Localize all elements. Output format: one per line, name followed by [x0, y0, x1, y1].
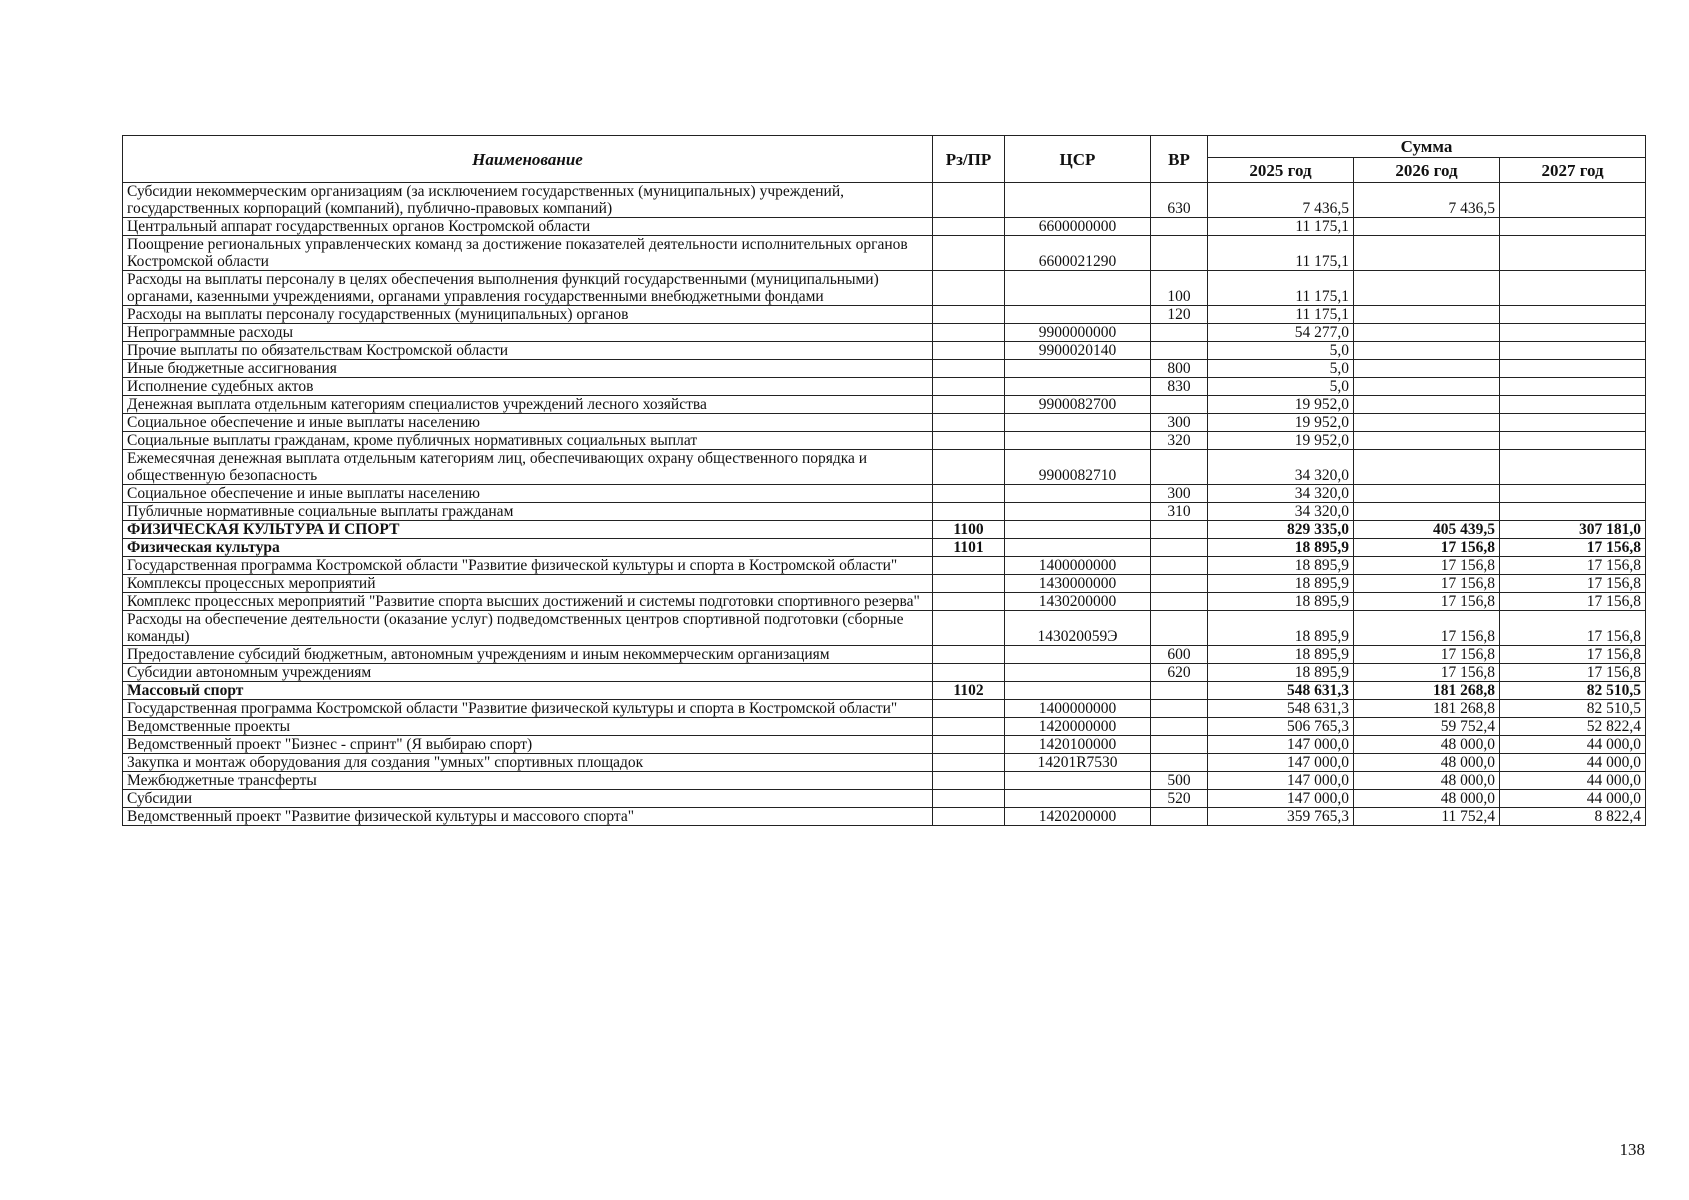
cell-2026: 48 000,0 — [1354, 790, 1500, 808]
cell-vr — [1151, 754, 1208, 772]
cell-2025: 548 631,3 — [1208, 682, 1354, 700]
cell-2025: 11 175,1 — [1208, 271, 1354, 306]
table-row — [123, 218, 1646, 236]
cell-vr — [1151, 450, 1208, 485]
table-row — [123, 718, 1646, 736]
cell-2025: 147 000,0 — [1208, 754, 1354, 772]
cell-2025: 829 335,0 — [1208, 521, 1354, 539]
cell-rz — [933, 718, 1005, 736]
cell-2026 — [1354, 218, 1500, 236]
cell-vr: 300 — [1151, 414, 1208, 432]
cell-2026: 17 156,8 — [1354, 557, 1500, 575]
cell-rz — [933, 754, 1005, 772]
cell-vr: 500 — [1151, 772, 1208, 790]
cell-2027: 44 000,0 — [1500, 736, 1646, 754]
header-rz: Рз/ПР — [933, 136, 1005, 183]
cell-2026: 17 156,8 — [1354, 539, 1500, 557]
table-row — [123, 485, 1646, 503]
cell-csr — [1005, 485, 1151, 503]
cell-2026: 11 752,4 — [1354, 808, 1500, 826]
table-row — [123, 450, 1646, 485]
table-row — [123, 183, 1646, 218]
budget-table — [122, 135, 1646, 826]
cell-rz — [933, 808, 1005, 826]
cell-2027 — [1500, 271, 1646, 306]
cell-2025: 18 895,9 — [1208, 611, 1354, 646]
table-row — [123, 503, 1646, 521]
cell-2027: 307 181,0 — [1500, 521, 1646, 539]
cell-rz — [933, 593, 1005, 611]
cell-rz — [933, 271, 1005, 306]
cell-2027: 17 156,8 — [1500, 646, 1646, 664]
cell-2026 — [1354, 396, 1500, 414]
cell-2027 — [1500, 485, 1646, 503]
table-row — [123, 736, 1646, 754]
cell-2027: 44 000,0 — [1500, 754, 1646, 772]
cell-2027 — [1500, 450, 1646, 485]
cell-2026 — [1354, 503, 1500, 521]
cell-2027: 17 156,8 — [1500, 664, 1646, 682]
cell-name: Комплекс процессных мероприятий "Развитие спорта высших достижений и системы подготовки спортивного резерва" — [123, 593, 933, 611]
cell-csr — [1005, 539, 1151, 557]
table-row — [123, 378, 1646, 396]
cell-2025: 18 895,9 — [1208, 646, 1354, 664]
cell-name: ФИЗИЧЕСКАЯ КУЛЬТУРА И СПОРТ — [123, 521, 933, 539]
cell-2027: 17 156,8 — [1500, 557, 1646, 575]
table-row — [123, 539, 1646, 557]
cell-2027 — [1500, 218, 1646, 236]
cell-2025: 147 000,0 — [1208, 772, 1354, 790]
cell-2027: 17 156,8 — [1500, 575, 1646, 593]
cell-csr — [1005, 183, 1151, 218]
cell-vr: 830 — [1151, 378, 1208, 396]
cell-name: Иные бюджетные ассигнования — [123, 360, 933, 378]
cell-csr: 143020059Э — [1005, 611, 1151, 646]
cell-rz — [933, 557, 1005, 575]
table-row — [123, 575, 1646, 593]
cell-name: Расходы на обеспечение деятельности (оказание услуг) подведомственных центров спортивной подготовки (сборные команды) — [123, 611, 933, 646]
cell-csr: 1400000000 — [1005, 700, 1151, 718]
cell-rz — [933, 432, 1005, 450]
cell-2026: 17 156,8 — [1354, 646, 1500, 664]
cell-2027 — [1500, 342, 1646, 360]
cell-name: Субсидии автономным учреждениям — [123, 664, 933, 682]
cell-csr — [1005, 503, 1151, 521]
cell-2027: 52 822,4 — [1500, 718, 1646, 736]
cell-2026: 48 000,0 — [1354, 736, 1500, 754]
cell-2027 — [1500, 378, 1646, 396]
cell-rz — [933, 611, 1005, 646]
cell-csr: 9900082700 — [1005, 396, 1151, 414]
table-header — [123, 136, 1646, 183]
cell-2027 — [1500, 324, 1646, 342]
cell-2025: 19 952,0 — [1208, 414, 1354, 432]
cell-name: Комплексы процессных мероприятий — [123, 575, 933, 593]
cell-vr — [1151, 611, 1208, 646]
cell-rz — [933, 503, 1005, 521]
cell-name: Социальные выплаты гражданам, кроме публичных нормативных социальных выплат — [123, 432, 933, 450]
header-year-2026: 2026 год — [1354, 158, 1500, 183]
cell-name: Государственная программа Костромской области "Развитие физической культуры и спорта в Костромской области" — [123, 557, 933, 575]
cell-name: Межбюджетные трансферты — [123, 772, 933, 790]
cell-csr: 9900000000 — [1005, 324, 1151, 342]
table-row — [123, 664, 1646, 682]
cell-name: Ведомственный проект "Развитие физической культуры и массового спорта" — [123, 808, 933, 826]
cell-2027: 17 156,8 — [1500, 593, 1646, 611]
cell-rz — [933, 772, 1005, 790]
cell-2026 — [1354, 271, 1500, 306]
cell-2027 — [1500, 236, 1646, 271]
cell-2025: 147 000,0 — [1208, 790, 1354, 808]
cell-2025: 7 436,5 — [1208, 183, 1354, 218]
cell-vr — [1151, 718, 1208, 736]
cell-2025: 147 000,0 — [1208, 736, 1354, 754]
cell-rz — [933, 664, 1005, 682]
cell-rz — [933, 414, 1005, 432]
cell-vr — [1151, 218, 1208, 236]
cell-vr: 600 — [1151, 646, 1208, 664]
cell-2026 — [1354, 306, 1500, 324]
cell-name: Денежная выплата отдельным категориям специалистов учреждений лесного хозяйства — [123, 396, 933, 414]
cell-2025: 5,0 — [1208, 342, 1354, 360]
cell-2025: 11 175,1 — [1208, 306, 1354, 324]
table-row — [123, 593, 1646, 611]
table-row — [123, 271, 1646, 306]
table-row — [123, 342, 1646, 360]
cell-name: Закупка и монтаж оборудования для создания "умных" спортивных площадок — [123, 754, 933, 772]
cell-vr — [1151, 736, 1208, 754]
cell-rz: 1101 — [933, 539, 1005, 557]
cell-name: Расходы на выплаты персоналу государственных (муниципальных) органов — [123, 306, 933, 324]
cell-name: Публичные нормативные социальные выплаты гражданам — [123, 503, 933, 521]
table-row — [123, 432, 1646, 450]
cell-2026 — [1354, 414, 1500, 432]
header-year-2025: 2025 год — [1208, 158, 1354, 183]
header-sum: Сумма — [1208, 136, 1646, 158]
header-row-main — [123, 136, 1646, 158]
cell-vr — [1151, 557, 1208, 575]
header-name: Наименование — [123, 136, 933, 183]
cell-2026 — [1354, 432, 1500, 450]
cell-2026 — [1354, 485, 1500, 503]
cell-2025: 18 895,9 — [1208, 557, 1354, 575]
cell-rz — [933, 646, 1005, 664]
cell-rz — [933, 396, 1005, 414]
table-row — [123, 360, 1646, 378]
cell-2026 — [1354, 360, 1500, 378]
cell-name: Государственная программа Костромской области "Развитие физической культуры и спорта в Костромской области" — [123, 700, 933, 718]
cell-2027: 17 156,8 — [1500, 539, 1646, 557]
table-row — [123, 772, 1646, 790]
cell-2026 — [1354, 324, 1500, 342]
cell-2025: 34 320,0 — [1208, 485, 1354, 503]
table-row — [123, 682, 1646, 700]
cell-2025: 11 175,1 — [1208, 236, 1354, 271]
cell-vr — [1151, 539, 1208, 557]
cell-rz — [933, 236, 1005, 271]
cell-2026: 17 156,8 — [1354, 593, 1500, 611]
cell-vr — [1151, 700, 1208, 718]
cell-vr — [1151, 808, 1208, 826]
header-csr: ЦСР — [1005, 136, 1151, 183]
cell-csr: 6600000000 — [1005, 218, 1151, 236]
cell-rz: 1100 — [933, 521, 1005, 539]
cell-name: Предоставление субсидий бюджетным, автономным учреждениям и иным некоммерческим организациям — [123, 646, 933, 664]
cell-2026: 17 156,8 — [1354, 611, 1500, 646]
cell-vr: 630 — [1151, 183, 1208, 218]
cell-2025: 18 895,9 — [1208, 593, 1354, 611]
cell-2027 — [1500, 360, 1646, 378]
cell-vr: 100 — [1151, 271, 1208, 306]
table-row — [123, 790, 1646, 808]
cell-csr: 1420200000 — [1005, 808, 1151, 826]
cell-2026 — [1354, 378, 1500, 396]
cell-rz — [933, 575, 1005, 593]
cell-2026 — [1354, 236, 1500, 271]
cell-2025: 19 952,0 — [1208, 396, 1354, 414]
page-number: 138 — [1619, 1140, 1645, 1159]
table-row — [123, 808, 1646, 826]
cell-vr: 520 — [1151, 790, 1208, 808]
cell-vr — [1151, 342, 1208, 360]
cell-rz — [933, 485, 1005, 503]
cell-vr: 120 — [1151, 306, 1208, 324]
cell-2026: 7 436,5 — [1354, 183, 1500, 218]
cell-2026: 48 000,0 — [1354, 772, 1500, 790]
cell-name: Физическая культура — [123, 539, 933, 557]
cell-name: Субсидии — [123, 790, 933, 808]
cell-name: Ежемесячная денежная выплата отдельным категориям лиц, обеспечивающих охрану общественного порядка и общественную безопасность — [123, 450, 933, 485]
cell-2026: 405 439,5 — [1354, 521, 1500, 539]
cell-rz — [933, 324, 1005, 342]
cell-2025: 548 631,3 — [1208, 700, 1354, 718]
cell-vr: 320 — [1151, 432, 1208, 450]
cell-csr: 1420000000 — [1005, 718, 1151, 736]
cell-csr — [1005, 772, 1151, 790]
cell-rz — [933, 183, 1005, 218]
cell-vr — [1151, 324, 1208, 342]
cell-2026: 17 156,8 — [1354, 664, 1500, 682]
cell-2025: 5,0 — [1208, 378, 1354, 396]
cell-rz — [933, 378, 1005, 396]
cell-name: Расходы на выплаты персоналу в целях обеспечения выполнения функций государственными (муниципальными) органами, казенными учреждениями, органами управления государственными внебюджетными фондами — [123, 271, 933, 306]
table-row — [123, 414, 1646, 432]
cell-2026: 181 268,8 — [1354, 700, 1500, 718]
table-row — [123, 521, 1646, 539]
cell-csr — [1005, 682, 1151, 700]
cell-csr: 1420100000 — [1005, 736, 1151, 754]
cell-csr: 14201R7530 — [1005, 754, 1151, 772]
cell-2026: 17 156,8 — [1354, 575, 1500, 593]
cell-2025: 34 320,0 — [1208, 503, 1354, 521]
cell-csr — [1005, 378, 1151, 396]
table-row — [123, 754, 1646, 772]
cell-name: Ведомственный проект "Бизнес - спринт" (Я выбираю спорт) — [123, 736, 933, 754]
cell-2025: 34 320,0 — [1208, 450, 1354, 485]
cell-2025: 506 765,3 — [1208, 718, 1354, 736]
cell-csr: 1430000000 — [1005, 575, 1151, 593]
cell-2025: 11 175,1 — [1208, 218, 1354, 236]
cell-csr: 9900082710 — [1005, 450, 1151, 485]
cell-csr: 9900020140 — [1005, 342, 1151, 360]
cell-2027 — [1500, 396, 1646, 414]
cell-csr — [1005, 790, 1151, 808]
cell-2026: 59 752,4 — [1354, 718, 1500, 736]
cell-vr: 310 — [1151, 503, 1208, 521]
cell-csr: 1430200000 — [1005, 593, 1151, 611]
table-row — [123, 700, 1646, 718]
cell-vr: 800 — [1151, 360, 1208, 378]
cell-vr — [1151, 575, 1208, 593]
cell-2026 — [1354, 342, 1500, 360]
cell-2026 — [1354, 450, 1500, 485]
cell-rz — [933, 342, 1005, 360]
cell-vr — [1151, 682, 1208, 700]
table-row — [123, 306, 1646, 324]
cell-csr — [1005, 271, 1151, 306]
cell-2025: 5,0 — [1208, 360, 1354, 378]
cell-2027 — [1500, 432, 1646, 450]
cell-csr — [1005, 432, 1151, 450]
cell-name: Прочие выплаты по обязательствам Костромской области — [123, 342, 933, 360]
cell-2025: 18 895,9 — [1208, 575, 1354, 593]
header-year-2027: 2027 год — [1500, 158, 1646, 183]
header-vr: ВР — [1151, 136, 1208, 183]
table-body — [123, 183, 1646, 826]
cell-2025: 19 952,0 — [1208, 432, 1354, 450]
cell-2025: 18 895,9 — [1208, 664, 1354, 682]
table-row — [123, 557, 1646, 575]
table-row — [123, 236, 1646, 271]
cell-csr — [1005, 646, 1151, 664]
cell-rz — [933, 700, 1005, 718]
cell-name: Исполнение судебных актов — [123, 378, 933, 396]
cell-2025: 359 765,3 — [1208, 808, 1354, 826]
cell-rz: 1102 — [933, 682, 1005, 700]
cell-rz — [933, 360, 1005, 378]
cell-csr: 1400000000 — [1005, 557, 1151, 575]
cell-csr — [1005, 414, 1151, 432]
cell-rz — [933, 218, 1005, 236]
cell-rz — [933, 736, 1005, 754]
cell-2027: 44 000,0 — [1500, 772, 1646, 790]
table-row — [123, 646, 1646, 664]
cell-vr — [1151, 593, 1208, 611]
cell-csr — [1005, 360, 1151, 378]
cell-name: Поощрение региональных управленческих команд за достижение показателей деятельности исполнительных органов Костромской области — [123, 236, 933, 271]
cell-2027: 44 000,0 — [1500, 790, 1646, 808]
cell-2027 — [1500, 414, 1646, 432]
cell-2027: 17 156,8 — [1500, 611, 1646, 646]
cell-2027: 8 822,4 — [1500, 808, 1646, 826]
cell-vr — [1151, 396, 1208, 414]
cell-vr — [1151, 521, 1208, 539]
cell-name: Ведомственные проекты — [123, 718, 933, 736]
cell-2027: 82 510,5 — [1500, 682, 1646, 700]
cell-csr — [1005, 306, 1151, 324]
cell-name: Непрограммные расходы — [123, 324, 933, 342]
cell-2027: 82 510,5 — [1500, 700, 1646, 718]
table-row — [123, 611, 1646, 646]
cell-name: Центральный аппарат государственных органов Костромской области — [123, 218, 933, 236]
cell-2026: 48 000,0 — [1354, 754, 1500, 772]
cell-rz — [933, 790, 1005, 808]
cell-csr: 6600021290 — [1005, 236, 1151, 271]
cell-2025: 54 277,0 — [1208, 324, 1354, 342]
cell-name: Массовый спорт — [123, 682, 933, 700]
cell-vr — [1151, 236, 1208, 271]
cell-name: Социальное обеспечение и иные выплаты населению — [123, 485, 933, 503]
cell-vr: 620 — [1151, 664, 1208, 682]
cell-csr — [1005, 521, 1151, 539]
cell-name: Социальное обеспечение и иные выплаты населению — [123, 414, 933, 432]
cell-2027 — [1500, 503, 1646, 521]
cell-rz — [933, 450, 1005, 485]
cell-2026: 181 268,8 — [1354, 682, 1500, 700]
cell-rz — [933, 306, 1005, 324]
cell-vr: 300 — [1151, 485, 1208, 503]
cell-name: Субсидии некоммерческим организациям (за исключением государственных (муниципальных) учреждений, государственных корпораций (компаний), публично-правовых компаний) — [123, 183, 933, 218]
cell-2027 — [1500, 306, 1646, 324]
table-row — [123, 324, 1646, 342]
cell-2027 — [1500, 183, 1646, 218]
cell-2025: 18 895,9 — [1208, 539, 1354, 557]
cell-csr — [1005, 664, 1151, 682]
table-row — [123, 396, 1646, 414]
